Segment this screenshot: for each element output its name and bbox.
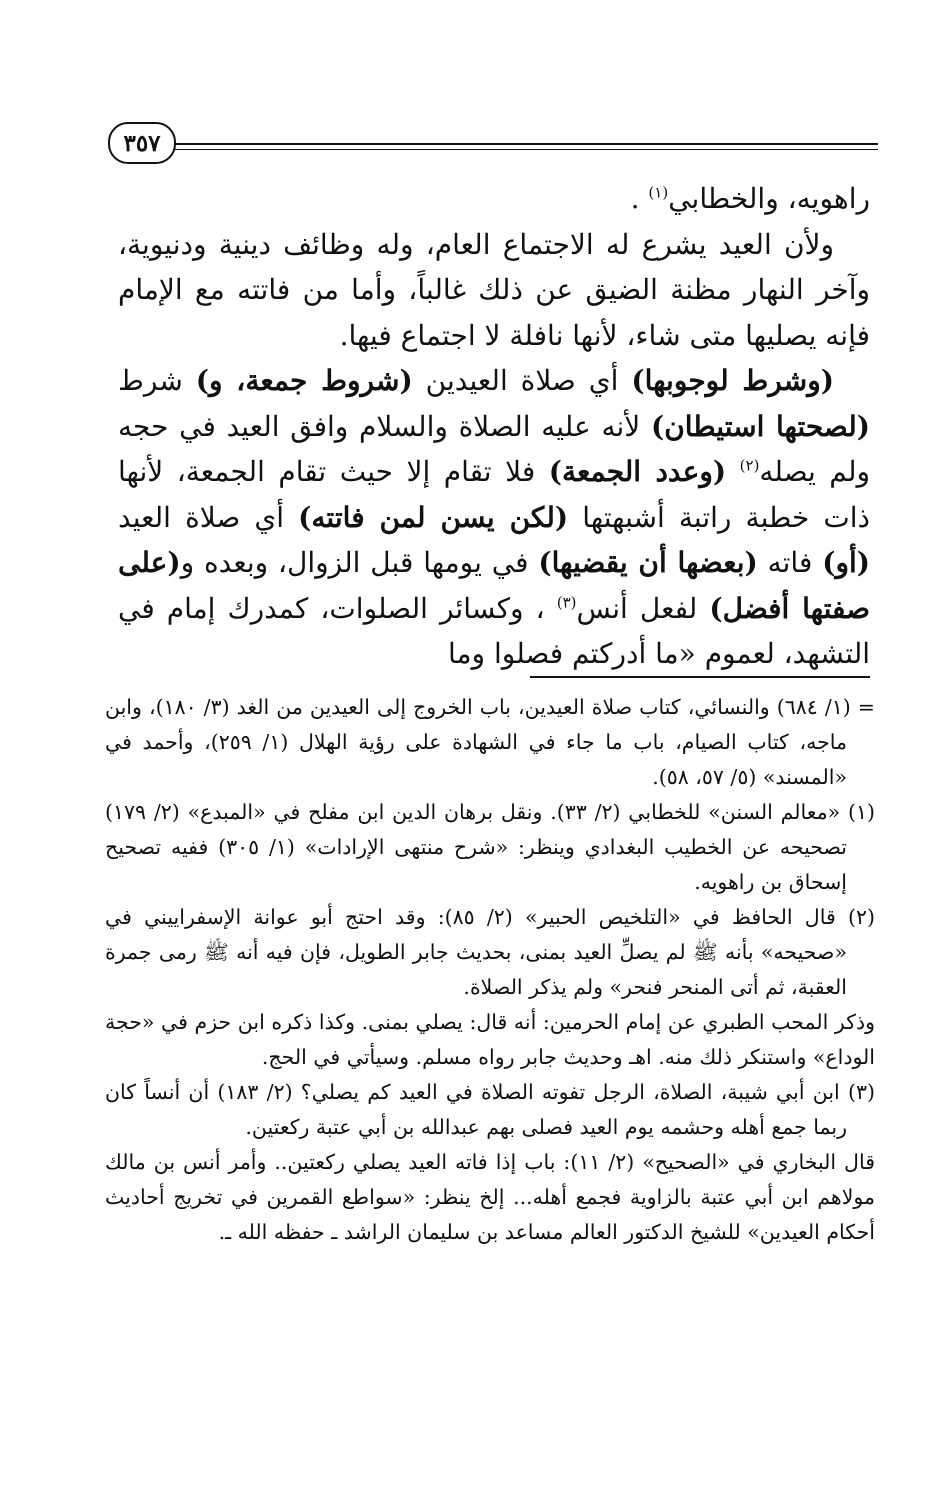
paragraph-3 bbox=[118, 358, 870, 677]
text-run: فلا تقام إلا حيث تقام الجمعة، لأنها ذات خطبة راتبة أشبهتها bbox=[118, 455, 871, 534]
text-run: . bbox=[630, 182, 649, 215]
paragraph-2: ولأن العيد يشرع له الاجتماع العام، وله وظائف دينية ودنيوية، وآخر النهار مظنة الضيق عن ذلك غالباً، وأما من فاتته مع الإمام فإنه يصليها متى شاء، لأنها نافلة لا اجتماع فيها. bbox=[118, 227, 870, 352]
bold-term: (على صفتها أفضل) bbox=[118, 546, 871, 625]
text-run: أي صلاة العيد bbox=[118, 500, 299, 534]
page-header bbox=[108, 122, 878, 166]
footnotes bbox=[105, 690, 875, 1250]
text-run: أي صلاة العيدين bbox=[412, 364, 632, 397]
text-run: في يومها قبل الزوال، وبعده و bbox=[180, 546, 539, 579]
text-run: لأنه عليه الصلاة والسلام وافق العيد في حجه ولم يصله bbox=[118, 409, 870, 488]
text-run: لفعل أنس bbox=[576, 591, 710, 625]
bold-term: (شروط جمعة، و) bbox=[195, 364, 413, 397]
footnote-3-continuation: قال البخاري في «الصحيح» (٢/ ١١): باب إذا فاته العيد يصلي ركعتين.. وأمر أنس بن مالك مولاهم ابن أبي عتبة بالزاوية فجمع أهله... إلخ ينظر: «سواطع القمرين في تخريج أحاديث أحكام العيدين» للشيخ الدكتور العالم مساعد بن سليمان الراشد ـ حفظه الله ـ. bbox=[105, 1150, 875, 1244]
text-run: ، وكسائر الصلوات، كمدرك إمام في التشهد، لعموم «ما أدركتم فصلوا وما bbox=[118, 591, 870, 670]
footnote-separator bbox=[530, 676, 870, 678]
bold-term: (بعضها أن يقضيها) bbox=[538, 546, 758, 579]
footnote-ref-2: (٢) bbox=[739, 456, 760, 475]
bold-term: (لصحتها استيطان) bbox=[650, 409, 870, 443]
bold-term: (وعدد الجمعة) bbox=[548, 455, 727, 488]
header-rule bbox=[170, 143, 878, 145]
bold-term: (أو) bbox=[822, 546, 870, 579]
bold-term: (لكن يسن لمن فاتته) bbox=[298, 500, 569, 534]
text-run: راهويه، والخطابي bbox=[668, 182, 870, 215]
page-number: ٣٥٧ bbox=[123, 129, 161, 157]
paragraph-1 bbox=[118, 176, 870, 222]
text-run bbox=[726, 455, 740, 488]
header-rule-thin bbox=[170, 149, 878, 150]
footnote-3: (٣) ابن أبي شيبة، الصلاة، الرجل تفوته الصلاة في العيد كم يصلي؟ (٢/ ١٨٣) أن أنساً كان ربما جمع أهله وحشمه يوم العيد فصلى بهم عبدالله بن أبي عتبة ركعتين. bbox=[105, 1080, 875, 1139]
footnote-ref-3: (٣) bbox=[556, 593, 577, 612]
footnote-2-continuation: وذكر المحب الطبري عن إمام الحرمين: أنه قال: يصلي بمنى. وكذا ذكره ابن حزم في «حجة الوداع» واستنكر ذلك منه. اهـ وحديث جابر رواه مسلم. وسيأتي في الحج. bbox=[105, 1010, 875, 1069]
bold-term: (وشرط لوجوبها) bbox=[631, 364, 834, 397]
footnote-2: (٢) قال الحافظ في «التلخيص الحبير» (٢/ ٨٥): وقد احتج أبو عوانة الإسفراييني في «صحيحه» بأنه ﷺ لم يصلِّ العيد بمنى، بحديث جابر الطويل، فإن فيه أنه ﷺ رمى جمرة العقبة، ثم أتى المنحر فنحر» ولم يذكر الصلاة. bbox=[105, 905, 875, 999]
text-run: شرط bbox=[118, 364, 196, 397]
text-run: فاته bbox=[757, 546, 823, 579]
page-number-badge bbox=[108, 122, 176, 164]
main-text bbox=[118, 176, 870, 677]
footnote-continuation: = (١/ ٦٨٤) والنسائي، كتاب صلاة العيدين، باب الخروج إلى العيدين من الغد (٣/ ١٨٠)، وابن ماجه، كتاب الصيام، باب ما جاء في الشهادة على رؤية الهلال (١/ ٢٥٩)، وأحمد في «المسند» (٥/ ٥٧، ٥٨). bbox=[105, 695, 875, 789]
footnote-1: (١) «معالم السنن» للخطابي (٢/ ٣٣). ونقل برهان الدين ابن مفلح في «المبدع» (٢/ ١٧٩) تصحيحه عن الخطيب البغدادي وينظر: «شرح منتهى الإرادات» (١/ ٣٠٥) ففيه تصحيح إسحاق بن راهويه. bbox=[105, 800, 875, 894]
footnote-ref-1: (١) bbox=[648, 183, 669, 202]
